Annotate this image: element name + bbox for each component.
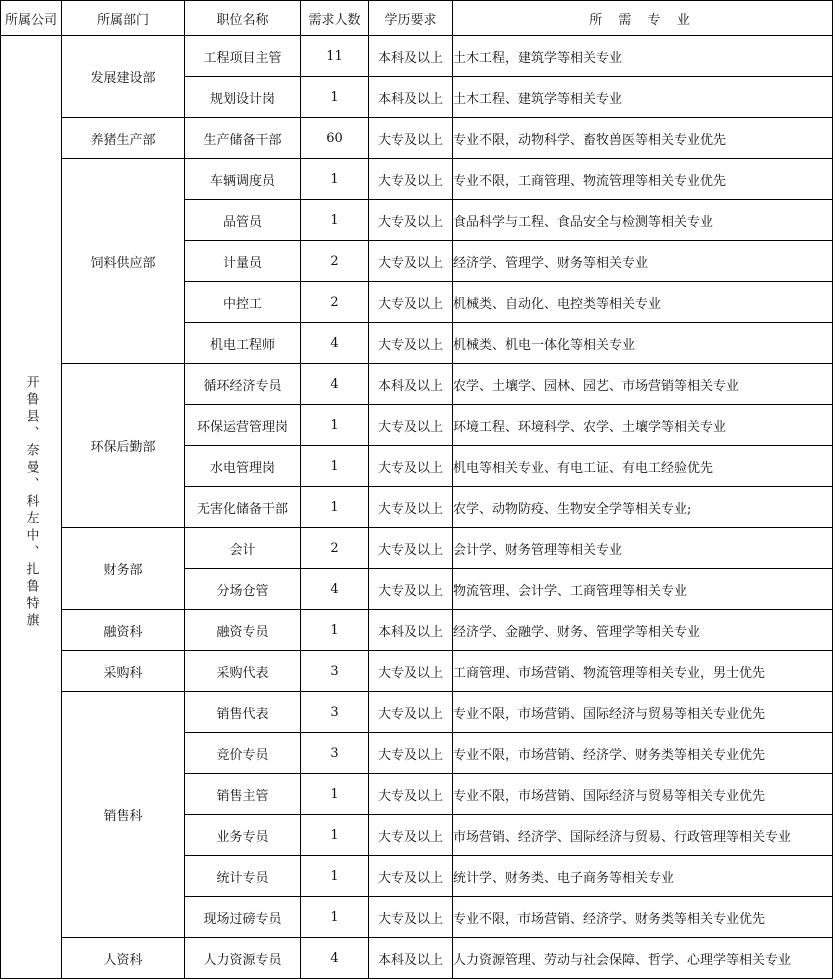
position-cell: 生产储备干部 xyxy=(185,118,301,159)
major-cell: 专业不限，市场营销、国际经济与贸易等相关专业优先 xyxy=(453,692,833,733)
table-row xyxy=(1,528,833,569)
major-cell: 机械类、自动化、电控类等相关专业 xyxy=(453,282,833,323)
position-cell: 计量员 xyxy=(185,241,301,282)
table-row xyxy=(1,692,833,733)
major-cell: 专业不限，市场营销、国际经济与贸易等相关专业优先 xyxy=(453,774,833,815)
education-cell: 本科及以上 xyxy=(369,364,453,405)
education-cell: 大专及以上 xyxy=(369,774,453,815)
education-cell: 大专及以上 xyxy=(369,118,453,159)
count-cell: 2 xyxy=(301,528,369,569)
position-cell: 人力资源专员 xyxy=(185,938,301,979)
major-cell: 会计学、财务管理等相关专业 xyxy=(453,528,833,569)
position-cell: 竞价专员 xyxy=(185,733,301,774)
header-education: 学历要求 xyxy=(369,1,453,36)
company-cell xyxy=(1,36,62,979)
header-row xyxy=(1,1,833,36)
major-cell: 食品科学与工程、食品安全与检测等相关专业 xyxy=(453,200,833,241)
position-cell: 品管员 xyxy=(185,200,301,241)
count-cell: 1 xyxy=(301,897,369,938)
header-company: 所属公司 xyxy=(1,1,62,36)
education-cell: 大专及以上 xyxy=(369,282,453,323)
position-cell: 循环经济专员 xyxy=(185,364,301,405)
education-cell: 大专及以上 xyxy=(369,200,453,241)
count-cell: 4 xyxy=(301,938,369,979)
major-cell: 机械类、机电一体化等相关专业 xyxy=(453,323,833,364)
major-cell: 物流管理、会计学、工商管理等相关专业 xyxy=(453,569,833,610)
position-cell: 业务专员 xyxy=(185,815,301,856)
education-cell: 大专及以上 xyxy=(369,323,453,364)
position-cell: 销售主管 xyxy=(185,774,301,815)
major-cell: 土木工程，建筑学等相关专业 xyxy=(453,36,833,77)
department-cell: 融资科 xyxy=(62,610,185,651)
education-cell: 大专及以上 xyxy=(369,446,453,487)
major-cell: 人力资源管理、劳动与社会保障、哲学、心理学等相关专业 xyxy=(453,938,833,979)
count-cell: 1 xyxy=(301,200,369,241)
department-cell: 养猪生产部 xyxy=(62,118,185,159)
count-cell: 1 xyxy=(301,815,369,856)
education-cell: 大专及以上 xyxy=(369,692,453,733)
department-cell: 财务部 xyxy=(62,528,185,610)
count-cell: 4 xyxy=(301,364,369,405)
education-cell: 大专及以上 xyxy=(369,897,453,938)
department-cell: 人资科 xyxy=(62,938,185,979)
count-cell: 1 xyxy=(301,610,369,651)
education-cell: 本科及以上 xyxy=(369,36,453,77)
position-cell: 销售代表 xyxy=(185,692,301,733)
table-row xyxy=(1,651,833,692)
department-cell: 采购科 xyxy=(62,651,185,692)
department-cell: 饲料供应部 xyxy=(62,159,185,364)
position-cell: 融资专员 xyxy=(185,610,301,651)
major-cell: 机电等相关专业、有电工证、有电工经验优先 xyxy=(453,446,833,487)
count-cell: 3 xyxy=(301,733,369,774)
education-cell: 大专及以上 xyxy=(369,528,453,569)
department-cell: 销售科 xyxy=(62,692,185,938)
count-cell: 3 xyxy=(301,692,369,733)
header-major: 所 需 专 业 xyxy=(453,1,833,36)
count-cell: 60 xyxy=(301,118,369,159)
header-position: 职位名称 xyxy=(185,1,301,36)
count-cell: 1 xyxy=(301,159,369,200)
header-count: 需求人数 xyxy=(301,1,369,36)
major-cell: 农学、动物防疫、生物安全学等相关专业; xyxy=(453,487,833,528)
count-cell: 2 xyxy=(301,282,369,323)
table-row xyxy=(1,159,833,200)
major-cell: 专业不限，市场营销、经济学、财务类等相关专业优先 xyxy=(453,733,833,774)
education-cell: 大专及以上 xyxy=(369,733,453,774)
department-cell: 发展建设部 xyxy=(62,36,185,118)
table-row xyxy=(1,938,833,979)
major-cell: 市场营销、经济学、国际经济与贸易、行政管理等相关专业 xyxy=(453,815,833,856)
major-cell: 专业不限，工商管理、物流管理等相关专业优先 xyxy=(453,159,833,200)
education-cell: 本科及以上 xyxy=(369,610,453,651)
position-cell: 机电工程师 xyxy=(185,323,301,364)
education-cell: 大专及以上 xyxy=(369,569,453,610)
education-cell: 大专及以上 xyxy=(369,815,453,856)
education-cell: 大专及以上 xyxy=(369,241,453,282)
table-row xyxy=(1,118,833,159)
position-cell: 现场过磅专员 xyxy=(185,897,301,938)
table-row xyxy=(1,36,833,77)
position-cell: 规划设计岗 xyxy=(185,77,301,118)
position-cell: 车辆调度员 xyxy=(185,159,301,200)
education-cell: 大专及以上 xyxy=(369,487,453,528)
education-cell: 大专及以上 xyxy=(369,405,453,446)
education-cell: 大专及以上 xyxy=(369,856,453,897)
count-cell: 4 xyxy=(301,569,369,610)
count-cell: 1 xyxy=(301,774,369,815)
major-cell: 土木工程、建筑学等相关专业 xyxy=(453,77,833,118)
position-cell: 工程项目主管 xyxy=(185,36,301,77)
company-name: 开鲁县、奈曼、科左中、扎鲁特旗 xyxy=(23,375,39,630)
position-cell: 中控工 xyxy=(185,282,301,323)
education-cell: 本科及以上 xyxy=(369,77,453,118)
education-cell: 大专及以上 xyxy=(369,159,453,200)
major-cell: 专业不限，动物科学、畜牧兽医等相关专业优先 xyxy=(453,118,833,159)
position-cell: 统计专员 xyxy=(185,856,301,897)
count-cell: 1 xyxy=(301,77,369,118)
major-cell: 经济学、管理学、财务等相关专业 xyxy=(453,241,833,282)
position-cell: 分场仓管 xyxy=(185,569,301,610)
table-row xyxy=(1,364,833,405)
major-cell: 经济学、金融学、财务、管理学等相关专业 xyxy=(453,610,833,651)
count-cell: 1 xyxy=(301,405,369,446)
header-department: 所属部门 xyxy=(62,1,185,36)
table-row xyxy=(1,610,833,651)
major-cell: 专业不限，市场营销、经济学、财务类等相关专业优先 xyxy=(453,897,833,938)
major-cell: 工商管理、市场营销、物流管理等相关专业，男士优先 xyxy=(453,651,833,692)
major-cell: 环境工程、环境科学、农学、土壤学等相关专业 xyxy=(453,405,833,446)
position-cell: 水电管理岗 xyxy=(185,446,301,487)
count-cell: 3 xyxy=(301,651,369,692)
count-cell: 1 xyxy=(301,487,369,528)
count-cell: 11 xyxy=(301,36,369,77)
department-cell: 环保后勤部 xyxy=(62,364,185,528)
count-cell: 1 xyxy=(301,446,369,487)
education-cell: 大专及以上 xyxy=(369,651,453,692)
position-cell: 采购代表 xyxy=(185,651,301,692)
education-cell: 本科及以上 xyxy=(369,938,453,979)
count-cell: 2 xyxy=(301,241,369,282)
position-cell: 无害化储备干部 xyxy=(185,487,301,528)
count-cell: 1 xyxy=(301,856,369,897)
position-cell: 环保运营管理岗 xyxy=(185,405,301,446)
major-cell: 统计学、财务类、电子商务等相关专业 xyxy=(453,856,833,897)
position-cell: 会计 xyxy=(185,528,301,569)
major-cell: 农学、土壤学、园林、园艺、市场营销等相关专业 xyxy=(453,364,833,405)
count-cell: 4 xyxy=(301,323,369,364)
table-body xyxy=(1,36,833,979)
